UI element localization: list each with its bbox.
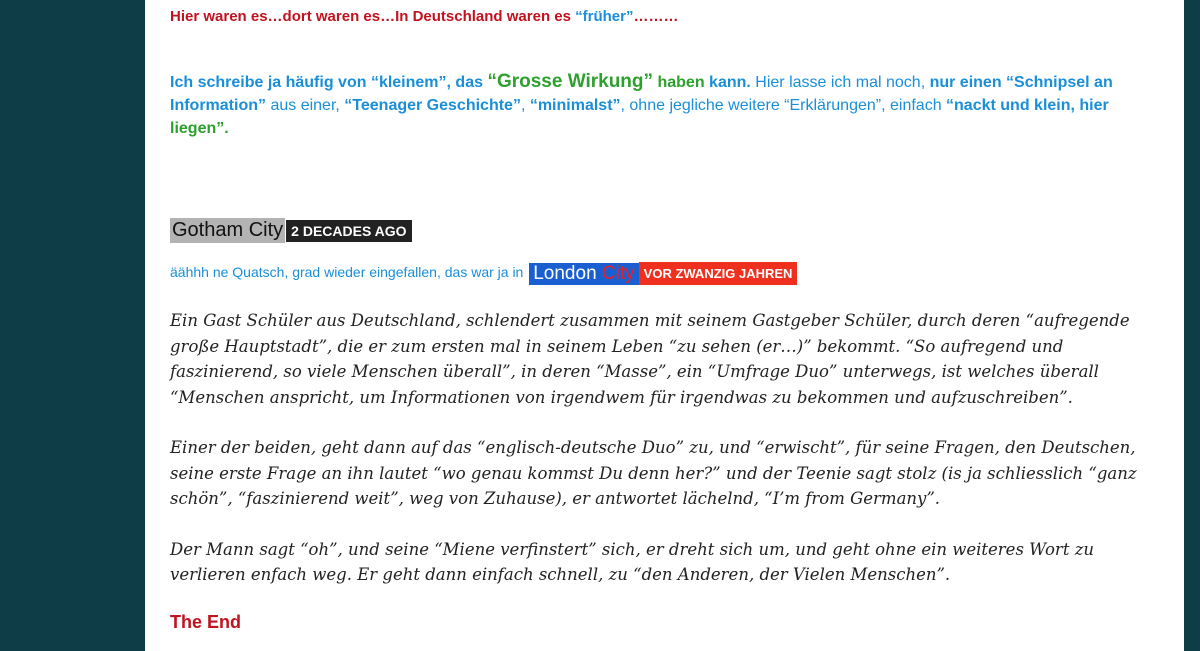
intro-text: , <box>520 97 530 114</box>
top-line-frueher: “früher” <box>575 8 634 25</box>
section-title <box>170 218 412 244</box>
intro-text: , ohne jegliche weitere “Erklärungen”, einfach <box>620 97 947 114</box>
top-line-dots: ……… <box>633 8 679 25</box>
gotham-city-label: Gotham City <box>172 219 284 241</box>
correction-line <box>170 262 797 285</box>
page-content <box>145 0 1184 651</box>
london-label: London <box>533 262 597 284</box>
city-label: City <box>601 262 635 284</box>
story-paragraph-3: Der Mann sagt “oh”, und seine “Miene verfinstert” sich, er dreht sich um, und geht ohne ein weiteres Wort zu verlieren enfach weg. Er geht dann einfach schnell, zu “den Anderen, der Vielen Menschen”. <box>170 539 1095 584</box>
intro-highlight: “Grosse Wirkung” <box>487 71 654 92</box>
intro-text: aus einer, <box>266 97 345 114</box>
story-paragraph-1: Ein Gast Schüler aus Deutschland, schlendert zusammen mit seinem Gastgeber Schüler, durch deren “aufregende große Hauptstadt”, die er zum ersten mal in seinem Leben “zu sehen (er…)” bekommt. “So aufregend und faszinierend, so viele Menschen überall”, in deren “Masse”, ein “Umfrage Duo” unterwegs, ist welches überall “Menschen anspricht, um Informationen von irgendwem für irgendwas zu bekommen und aufzuschreiben”. <box>170 311 1130 407</box>
correction-text: äähhh ne Quatsch, grad wieder eingefallen, das war ja in <box>170 264 524 281</box>
london-city-badge <box>529 263 638 285</box>
intro-text: nur einen “Schnipsel an Information” <box>170 74 1113 114</box>
vor-zwanzig-badge: VOR ZWANZIG JAHREN <box>639 262 798 285</box>
intro-highlight: haben <box>653 74 710 91</box>
decades-ago-badge: 2 DECADES AGO <box>286 220 411 242</box>
intro-red-line <box>170 8 678 25</box>
intro-text: Ich schreibe ja häufig von <box>170 74 371 91</box>
intro-text: Hier lasse ich mal noch, <box>750 74 930 91</box>
intro-text: , das <box>446 74 488 91</box>
intro-text: “nackt und klein, hier <box>946 97 1109 114</box>
intro-text: kann. <box>709 74 751 91</box>
the-end-label: The End <box>170 612 241 632</box>
intro-text: “Teenager Geschichte” <box>344 97 521 114</box>
story-text <box>170 308 1160 613</box>
intro-text: “kleinem” <box>370 74 447 91</box>
intro-text: “minimalst” <box>529 97 621 114</box>
top-line-text: Hier waren es…dort waren es…In Deutschland waren es <box>170 8 576 25</box>
intro-highlight: liegen”. <box>170 120 229 137</box>
intro-paragraph <box>170 70 1165 140</box>
story-paragraph-2: Einer der beiden, geht dann auf das “englisch-deutsche Duo” zu, und “erwischt”, für seine Fragen, den Deutschen, seine erste Frage an ihn lautet “wo genau kommst Du denn her?” und der Teenie sagt stolz (is ja schliesslich “ganz schön”, “faszinierend weit”, weg von Zuhause), er antwortet lächelnd, “I’m from Germany”. <box>170 438 1137 508</box>
